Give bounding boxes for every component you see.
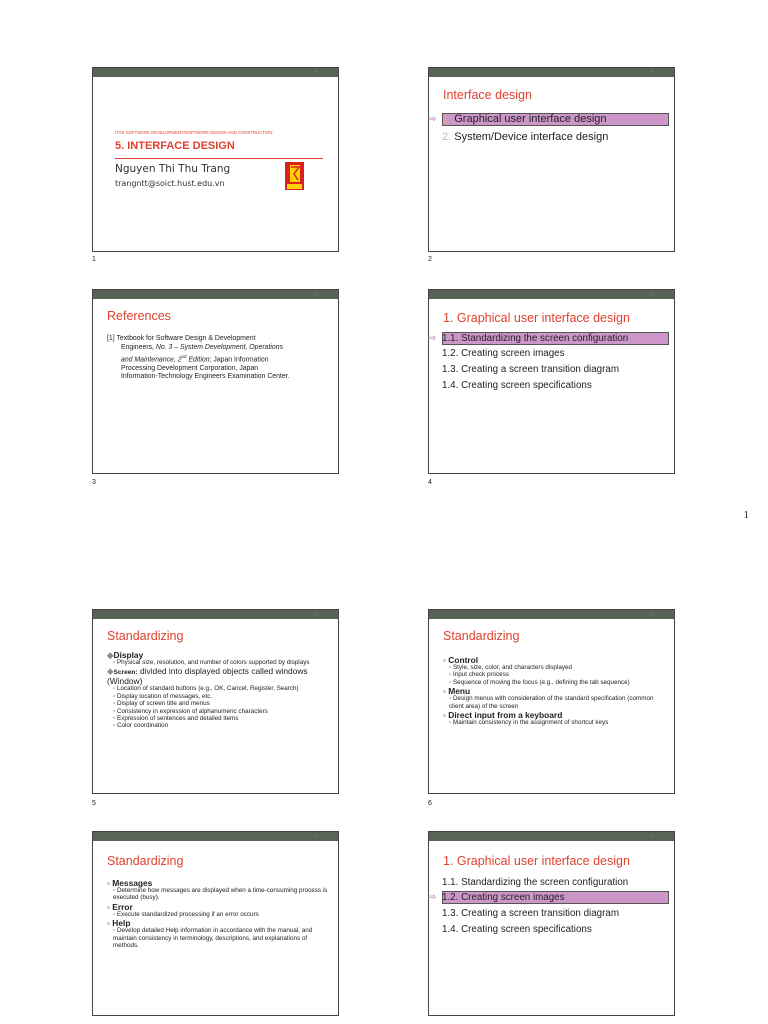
slide-header-bar: ◦ — [429, 610, 674, 619]
slide-title: Interface design — [443, 88, 532, 102]
heading-text: Display — [113, 650, 144, 660]
heading-text: Control — [448, 655, 479, 665]
sub-bullet: ◦ Execute standardized processing if an error occurs — [113, 910, 259, 918]
title-rule — [115, 158, 323, 159]
slide-header-bar: ◦ — [429, 290, 674, 299]
slide-3 — [92, 289, 339, 474]
slide-header-bar: ◦ — [429, 68, 674, 77]
slide-title: Standardizing — [107, 854, 184, 868]
sub-bullet-text: Consistency in expression of alphanumeric characters — [116, 707, 268, 715]
bullet-heading — [107, 667, 330, 685]
sub-bullet: ◦ Color coordination — [113, 722, 169, 730]
sub-bullet-text: Physical size, resolution, and number of colors supported by displays — [116, 659, 310, 666]
slide-header-bar: ◦ — [93, 610, 338, 619]
arrow-right-icon: ⇨ — [428, 892, 437, 903]
deck-title: 5. INTERFACE DESIGN — [115, 140, 235, 152]
heading-text: Messages — [112, 878, 153, 888]
sub-bullet-text: Style, size, color, and characters displayed — [452, 664, 572, 671]
reference-line: [1] Textbook for Software Design & Development — [107, 335, 256, 342]
bullet-heading: ◦ Control — [443, 655, 479, 665]
reference-text: Japan Information — [211, 355, 269, 363]
sub-bullet: ◦ Determine how messages are displayed when a time-consuming process is executed (busy). — [113, 887, 328, 902]
slide-header-bar: ◦ — [93, 290, 338, 299]
reference-italic: Edition; — [186, 355, 212, 363]
bullet-heading — [107, 651, 330, 659]
reference-line: Processing Development Corporation, Japan — [121, 364, 259, 372]
toc-label: System/Device interface design — [454, 131, 609, 143]
slide-number: 5 — [92, 800, 96, 807]
slide-body — [107, 650, 330, 730]
bullet-heading: ◦ Messages — [107, 878, 153, 888]
slide-2 — [428, 67, 675, 252]
toc-item: 1.3. Creating a screen transition diagram — [442, 908, 619, 919]
bullet-heading: ◦ Direct input from a keyboard — [443, 710, 563, 721]
heading-text: Help — [112, 918, 131, 929]
slide-title: References — [107, 309, 171, 323]
sub-bullet: ◦ Sequence of moving the focus (e.g., defining the tab sequence) — [449, 678, 630, 686]
slide-number: 6 — [428, 800, 432, 807]
reference-italic: No. 3 – System Development, Operations — [155, 343, 284, 351]
reference-line: Information-Technology Engineers Examination Center. — [121, 373, 290, 381]
sub-bullet-text: Display of screen title and menus — [116, 700, 210, 708]
toc-item: 1.4. Creating screen specifications — [442, 380, 592, 391]
sub-bullet: ◦ Input check process — [449, 671, 509, 679]
sub-bullet: ◦ Physical size, resolution, and number of colors supported by displays — [113, 659, 310, 666]
slide-8 — [428, 831, 675, 1016]
heading-text: Direct input from a keyboard — [448, 710, 563, 721]
bullet-heading: ◦ Help — [107, 918, 131, 929]
slide-title: Standardizing — [443, 629, 520, 643]
arrow-right-icon: ⇨ — [428, 333, 437, 344]
slide-title: Standardizing — [107, 629, 184, 643]
slide-6 — [428, 609, 675, 794]
heading-text: Error — [112, 901, 133, 912]
slide-5 — [92, 609, 339, 794]
sub-bullet: ◦ Design menus with consideration of the standard specification (common client area) of the screen — [449, 695, 654, 710]
slide-header-bar: ◦ — [429, 832, 674, 841]
sub-bullet-text: Input check process — [452, 671, 509, 679]
course-label: ITSS SOFTWARE DEVELOPMENT/SOFTWARE DESIGN AND CONSTRUCTION — [115, 130, 273, 135]
slide-body — [107, 878, 330, 949]
slide-header-bar: ◦ — [93, 68, 338, 77]
sub-bullet: ◦ Maintain consistency in the assignment of shortcut keys — [449, 719, 609, 727]
sub-bullet-text: Location of standard buttons (e.g., OK, Cancel, Register, Search) — [116, 685, 299, 693]
sub-bullet-text: Maintain consistency in the assignment of shortcut keys — [452, 719, 609, 727]
sub-bullet: ◦ Display of screen title and menus — [113, 700, 210, 708]
reference-italic: and Maintenance, 2 — [121, 355, 182, 363]
sub-bullet: ◦ Style, size, color, and characters displayed — [449, 664, 572, 671]
reference-line — [107, 344, 335, 353]
arrow-right-icon: ⇨ — [428, 114, 437, 125]
school-logo — [285, 162, 304, 190]
toc-item: 1.3. Creating a screen transition diagram — [442, 364, 619, 375]
toc-item: 1.2. Creating screen images — [442, 892, 565, 903]
heading-text: Screen: — [113, 669, 138, 677]
slide-number: 4 — [428, 479, 432, 486]
page-number: 1 — [743, 509, 749, 521]
sub-bullet: ◦ Consistency in expression of alphanumeric characters — [113, 707, 268, 715]
toc-number: 2. — [442, 131, 452, 143]
sub-bullet-text: Sequence of moving the focus (e.g., defining the tab sequence) — [452, 678, 630, 686]
reference-sup: nd — [181, 353, 187, 359]
slide-number: 2 — [428, 256, 432, 263]
slide-7 — [92, 831, 339, 1016]
toc-item-1 — [442, 113, 607, 125]
slide-body — [443, 655, 666, 726]
sub-bullet-text: Display location of messages, etc. — [116, 692, 213, 700]
sub-bullet-text: Execute standardized processing if an error occurs — [116, 910, 259, 918]
sub-bullet-text: Develop detailed Help information in accordance with the manual, and maintain consistency in terminology, descriptions, and explanations of methods. — [113, 927, 313, 950]
toc-item: 1.1. Standardizing the screen configuration — [442, 333, 629, 344]
toc-item-2 — [442, 131, 608, 143]
slide-4 — [428, 289, 675, 474]
slide-number: 1 — [92, 256, 96, 263]
author-email: trangntt@soict.hust.edu.vn — [115, 179, 225, 188]
slide-title: 1. Graphical user interface design — [443, 854, 630, 868]
sub-bullet-text: Expression of sentences and detailed items — [116, 715, 239, 723]
sub-bullet: ◦ Develop detailed Help information in accordance with the manual, and maintain consistency in terminology, descriptions, and explanations of methods. — [113, 927, 313, 950]
sub-bullet-text: Determine how messages are displayed when a time-consuming process is executed (busy). — [113, 887, 328, 902]
heading-rest: divided into displayed objects called windows (Window) — [107, 666, 308, 687]
sub-bullet: ◦ Location of standard buttons (e.g., OK, Cancel, Register, Search) — [113, 685, 299, 693]
toc-number: 1. — [442, 113, 452, 125]
slide-header-bar: ◦ — [93, 832, 338, 841]
sub-bullet: ◦ Display location of messages, etc. — [113, 692, 213, 700]
reference-text: Engineers, — [121, 343, 156, 351]
slide-title: 1. Graphical user interface design — [443, 311, 630, 325]
reference-entry — [107, 335, 335, 382]
diamond-bullet-icon: ◆ — [107, 650, 114, 660]
slide-number: 3 — [92, 479, 96, 486]
toc-item: 1.1. Standardizing the screen configuration — [442, 877, 629, 888]
sub-bullet-text: Color coordination — [116, 722, 169, 730]
sub-bullet-text: Design menus with consideration of the standard specification (common client area) of the screen — [449, 695, 654, 710]
toc-label: Graphical user interface design — [454, 113, 607, 125]
slide-1 — [92, 67, 339, 252]
author-name: Nguyen Thi Thu Trang — [115, 163, 231, 175]
reference-line — [107, 353, 335, 365]
toc-item: 1.4. Creating screen specifications — [442, 924, 592, 935]
bullet-heading: ◦ Error — [107, 901, 133, 912]
diamond-bullet-icon: ◆ — [107, 666, 114, 677]
sub-bullet: ◦ Expression of sentences and detailed items — [113, 715, 239, 723]
toc-item: 1.2. Creating screen images — [442, 348, 565, 359]
bullet-heading: ◦ Menu — [443, 686, 471, 697]
heading-text: Menu — [448, 686, 471, 697]
